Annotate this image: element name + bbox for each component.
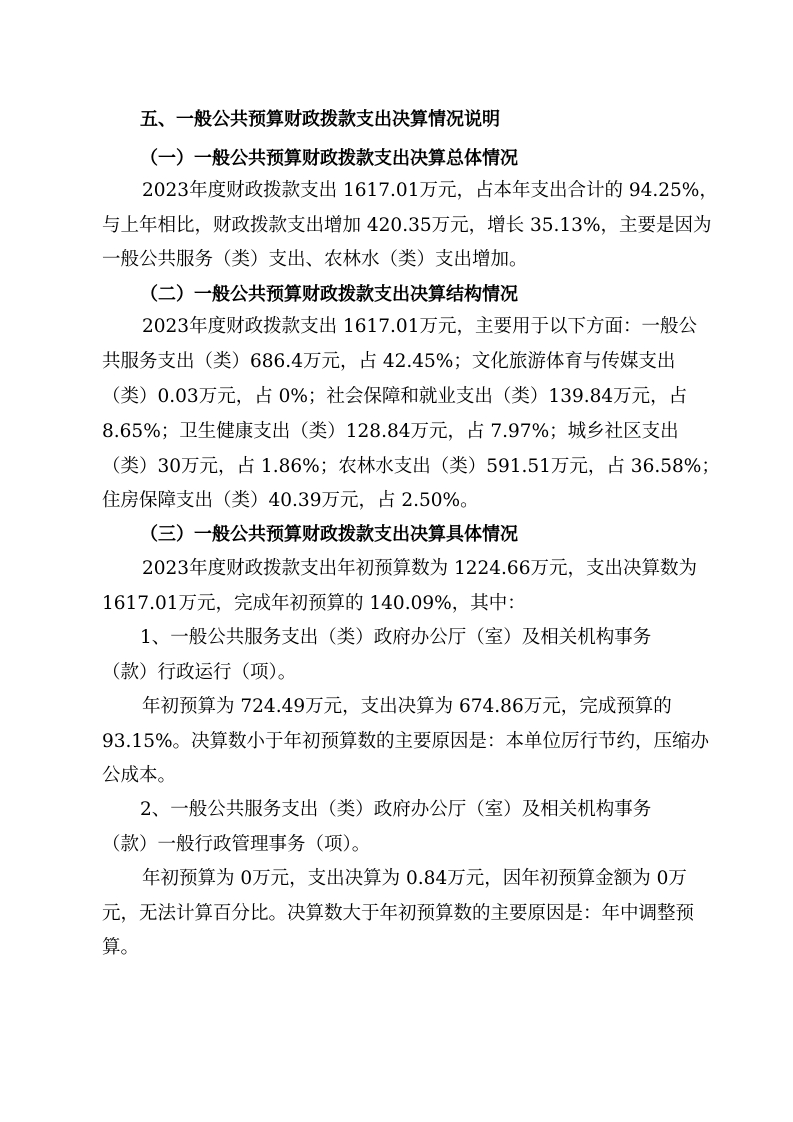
item2-title-2: （款）一般行政管理事务（项）。 <box>102 834 371 855</box>
item1-body-2: 93.15%。决算数小于年初预算数的主要原因是：本单位厉行节约，压缩办 <box>102 731 710 752</box>
sub1-heading: （一）一般公共预算财政拨款支出决算总体情况 <box>140 148 518 169</box>
sub3-intro-2: 1617.01万元，完成年初预算的 140.09%，其中： <box>102 593 526 614</box>
item1-title-2: （款）行政运行（项）。 <box>102 662 297 683</box>
item1-title-1: 1、一般公共服务支出（类）政府办公厅（室）及相关机构事务 <box>140 627 652 648</box>
item2-body-2: 元，无法计算百分比。决算数大于年初预算数的主要原因是：年中调整预 <box>102 903 695 924</box>
item1-body-3: 公成本。 <box>102 765 177 786</box>
sub2-line-3: （类）0.03万元，占 0%；社会保障和就业支出（类）139.84万元，占 <box>102 386 688 407</box>
section-title: 五、一般公共预算财政拨款支出决算情况说明 <box>140 109 500 130</box>
sub1-line-3: 一般公共服务（类）支出、农林水（类）支出增加。 <box>102 249 528 270</box>
sub2-heading: （二）一般公共预算财政拨款支出决算结构情况 <box>140 284 518 305</box>
item2-title-1: 2、一般公共服务支出（类）政府办公厅（室）及相关机构事务 <box>140 799 652 820</box>
item2-body-3: 算。 <box>102 937 140 958</box>
sub2-line-5: （类）30万元，占 1.86%；农林水支出（类）591.51万元，占 36.58%； <box>102 456 720 477</box>
item1-body-1: 年初预算为 724.49万元，支出决算为 674.86万元，完成预算的 <box>142 696 672 717</box>
item2-body-1: 年初预算为 0万元，支出决算为 0.84万元，因年初预算金额为 0万 <box>142 868 687 889</box>
sub1-line-2: 与上年相比，财政拨款支出增加 420.35万元，增长 35.13%，主要是因为 <box>102 215 712 236</box>
sub2-line-2: 共服务支出（类）686.4万元，占 42.45%；文化旅游体育与传媒支出 <box>102 351 676 372</box>
sub3-heading: （三）一般公共预算财政拨款支出决算具体情况 <box>140 524 518 545</box>
sub2-line-6: 住房保障支出（类）40.39万元，占 2.50%。 <box>102 490 479 511</box>
sub2-line-4: 8.65%；卫生健康支出（类）128.84万元，占 7.97%；城乡社区支出 <box>102 421 679 442</box>
sub1-line-1: 2023年度财政拨款支出 1617.01万元，占本年支出合计的 94.25%， <box>142 180 718 201</box>
sub3-intro-1: 2023年度财政拨款支出年初预算数为 1224.66万元，支出决算数为 <box>142 558 697 579</box>
sub2-line-1: 2023年度财政拨款支出 1617.01万元，主要用于以下方面：一般公 <box>142 316 697 337</box>
